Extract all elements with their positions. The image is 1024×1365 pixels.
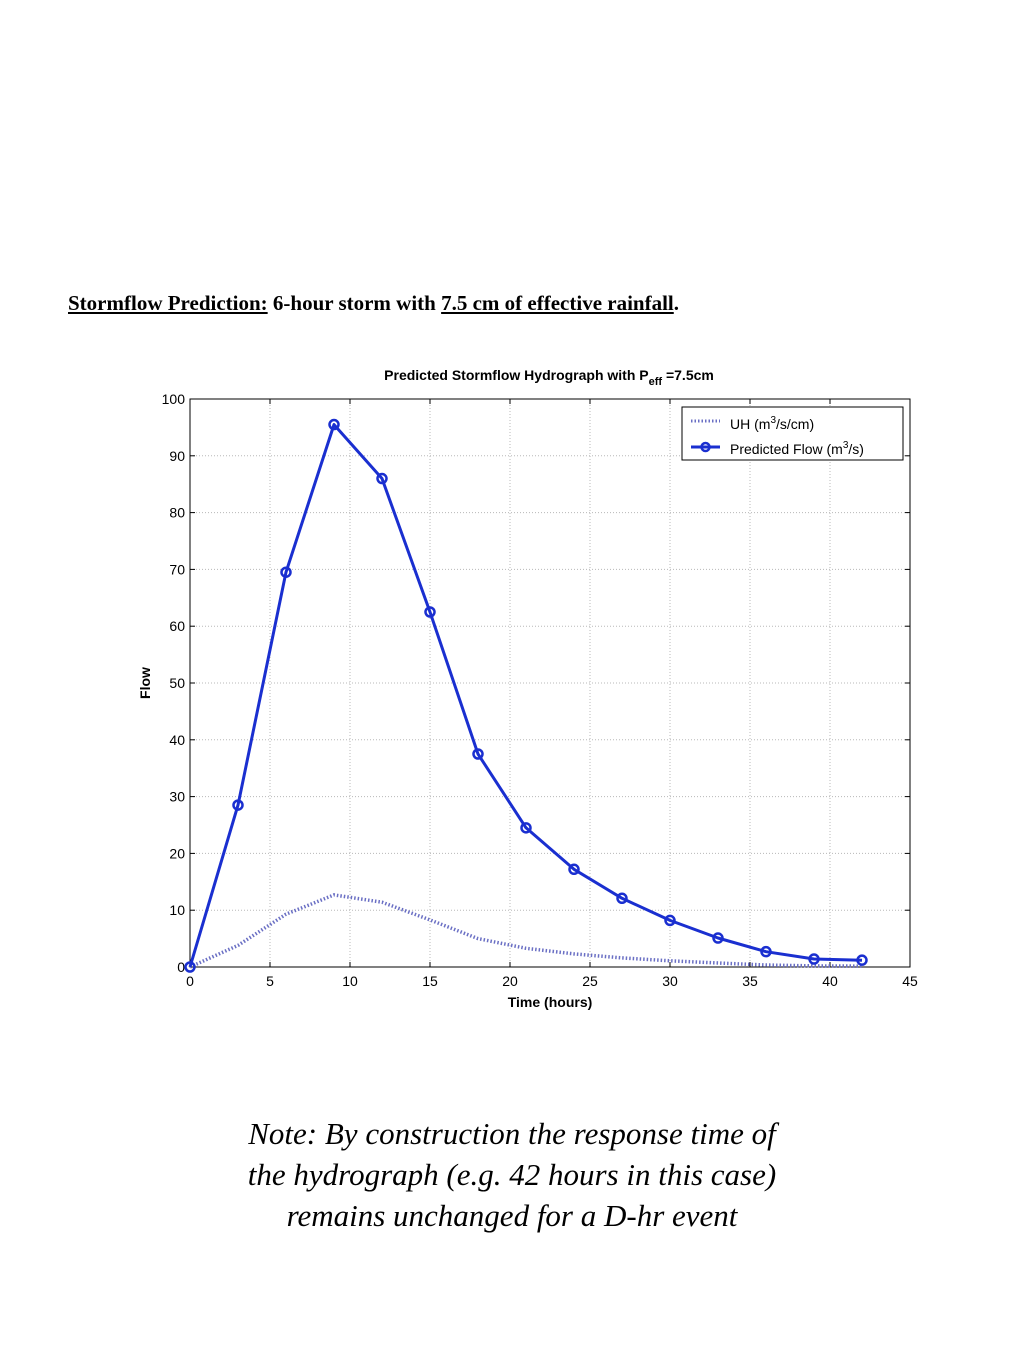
y-tick-label: 80 <box>169 504 185 521</box>
y-tick-label: 90 <box>169 447 185 464</box>
data-point-predicted-flow <box>762 947 771 956</box>
series-line-predicted-flow <box>190 425 862 967</box>
data-point-predicted-flow <box>234 801 243 810</box>
data-point-predicted-flow <box>810 955 819 964</box>
data-point-predicted-flow <box>522 823 531 832</box>
x-axis-label: Time (hours) <box>507 994 593 1010</box>
grid <box>190 399 910 967</box>
data-point-predicted-flow <box>426 608 435 617</box>
legend-uh-post: /s/cm) <box>776 416 815 432</box>
legend <box>682 407 903 460</box>
legend-flow-sup: 3 <box>842 440 849 451</box>
legend-flow-pre: Predicted Flow (m <box>730 441 843 457</box>
data-point-predicted-flow <box>666 916 675 925</box>
x-tick-label: 35 <box>742 973 758 989</box>
x-tick-label: 40 <box>822 973 838 989</box>
legend-uh-pre: UH (m <box>730 416 771 432</box>
y-tick-label: 70 <box>169 561 185 578</box>
x-tick-label: 45 <box>902 973 918 989</box>
chart-title-tail: =7.5cm <box>662 367 714 383</box>
y-axis-label: Flow <box>137 667 153 699</box>
y-tick-label: 0 <box>177 959 185 975</box>
data-point-predicted-flow <box>570 865 579 874</box>
y-tick-label: 100 <box>161 391 185 407</box>
heading-text: 6-hour storm with <box>267 291 442 315</box>
axis-ticks <box>162 391 918 989</box>
data-point-predicted-flow <box>378 474 387 483</box>
heading-label: Stormflow Prediction: <box>68 291 268 315</box>
data-point-predicted-flow <box>282 568 291 577</box>
y-tick-label: 40 <box>169 731 185 748</box>
x-tick-label: 15 <box>422 973 438 989</box>
note-line-3: remains unchanged for a D-hr event <box>286 1198 738 1233</box>
chart-title-sub: eff <box>648 376 663 388</box>
x-tick-label: 10 <box>342 973 358 989</box>
data-point-predicted-flow <box>474 750 483 759</box>
legend-flow-post: /s) <box>848 441 864 457</box>
data-point-predicted-flow <box>858 956 867 965</box>
x-tick-label: 0 <box>186 973 194 989</box>
y-tick-label: 50 <box>169 675 185 691</box>
x-tick-label: 20 <box>502 973 518 989</box>
y-tick-label: 20 <box>169 845 185 862</box>
data-point-predicted-flow <box>618 894 627 903</box>
x-tick-label: 5 <box>266 973 274 989</box>
y-tick-label: 30 <box>169 788 185 805</box>
data-point-predicted-flow <box>330 420 339 429</box>
x-tick-label: 30 <box>662 973 678 989</box>
chart-title-main: Predicted Stormflow Hydrograph with P <box>384 367 649 383</box>
data-point-predicted-flow <box>714 934 723 943</box>
note-line-2: the hydrograph (e.g. 42 hours in this case) <box>247 1157 777 1192</box>
y-tick-label: 60 <box>169 618 185 635</box>
note-line-1: Note: By construction the response time of <box>248 1116 776 1151</box>
data-point-predicted-flow <box>186 963 195 972</box>
y-tick-label: 10 <box>169 902 185 919</box>
heading-period: . <box>673 291 680 315</box>
note <box>150 1113 874 1236</box>
x-tick-label: 25 <box>582 973 598 989</box>
chart-title <box>384 367 714 388</box>
heading-rainfall: 7.5 cm of effective rainfall <box>441 291 674 315</box>
series <box>186 420 867 971</box>
series-line-uh <box>190 895 862 967</box>
legend-uh-sup: 3 <box>770 415 776 426</box>
